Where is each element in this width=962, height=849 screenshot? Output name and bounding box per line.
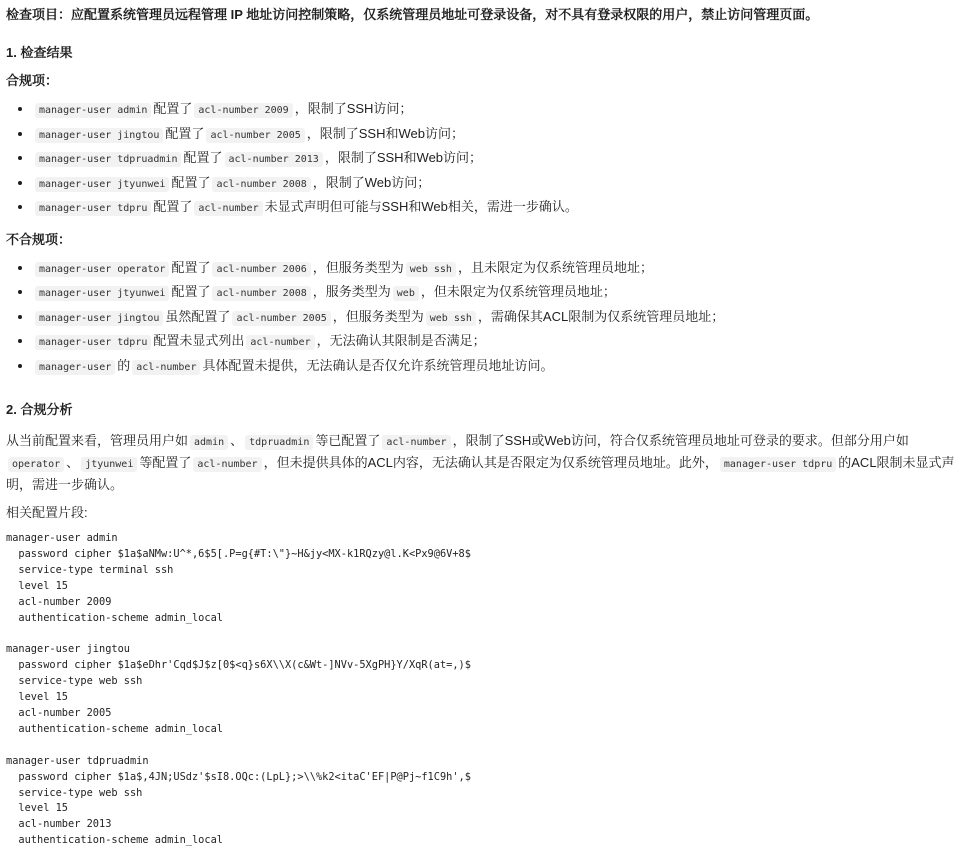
inline-code: manager-user tdpru [35,201,151,216]
section-check-results: 1. 检查结果 [6,45,73,60]
text-segment: 从当前配置来看，管理员用户如 [6,433,189,448]
compliant-list-item [33,123,956,148]
inline-code: manager-user admin [35,103,151,118]
text-segment: 配置了 [165,125,205,141]
text-segment: ，但服务类型为 [332,308,424,324]
inline-code: acl-number 2008 [212,177,310,192]
compliant-list-item [33,196,956,221]
inline-code: web [393,286,419,301]
inline-code: acl-number 2006 [212,262,310,277]
check-item-title: 检查项目：应配置系统管理员远程管理 IP 地址访问控制策略，仅系统管理员地址可登录设备，对不具有登录权限的用户，禁止访问管理页面。 [6,7,819,22]
compliant-list-item [33,172,956,197]
noncompliant-list-item [33,306,956,331]
text-segment: ，但服务类型为 [312,259,404,275]
inline-code: acl-number 2009 [194,103,292,118]
inline-code: admin [190,435,228,450]
inline-code: manager-user operator [35,262,169,277]
text-segment: ，限制了Web访问； [312,174,431,190]
noncompliant-list-item [33,330,956,355]
compliant-list-item [33,98,956,123]
text-segment: 配置了 [171,259,211,275]
inline-code: acl-number 2005 [206,128,304,143]
inline-code: web ssh [426,311,476,326]
compliant-list-item [33,147,956,172]
text-segment: 、 [66,455,80,470]
inline-code: acl-number 2013 [225,152,323,167]
text-segment: 未显式声明但可能与SSH和Web相关，需进一步确认。 [264,199,578,214]
inline-code: manager-user tdpru [35,335,151,350]
text-segment: 具体配置未提供，无法确认是否仅允许系统管理员地址访问。 [202,357,554,373]
snippet-label: 相关配置片段: [6,505,88,520]
noncompliant-list-item [33,281,956,306]
inline-code: acl-number [193,457,261,472]
inline-code: manager-user tdpru [720,457,836,472]
text-segment: 虽然配置了 [165,308,231,324]
text-segment: ，服务类型为 [312,284,391,299]
text-segment: ，限制了SSH和Web访问； [324,150,483,165]
inline-code: acl-number [382,435,450,450]
inline-code: manager-user jingtou [35,311,163,326]
text-segment: 配置未显式列出 [153,333,245,348]
text-segment: ，但未提供具体的ACL内容，无法确认其是否限定为仅系统管理员地址。此外， [263,455,718,470]
compliant-list [6,98,956,221]
inline-code: acl-number 2008 [212,286,310,301]
text-segment: 的 [117,357,131,373]
text-segment: ，需确保其ACL限制为仅系统管理员地址； [477,308,725,324]
text-segment: 配置了 [153,101,193,116]
text-segment: ，限制了SSH和Web访问； [306,125,464,141]
inline-code: manager-user jtyunwei [35,286,169,301]
text-segment: 配置了 [171,284,211,299]
inline-code: acl-number [132,360,200,375]
compliant-label: 合规项： [6,73,59,88]
inline-code: acl-number [246,335,314,350]
text-segment: ，限制了SSH访问； [294,101,413,116]
config-code-block: manager-user admin password cipher $1a$aNMw:U^*,6$5[.P=g{#T:\"}~H&jy<MX-k1RQzy@l.K<Px9@6V+8$ service-type terminal ssh level 15 acl-number 2009 authentication-scheme admin_local manager-user jingtou password cipher $1a$eDhr'Cqd$J$z[0$<q}s6X\\X(c&Wt-]NVv-5XgPH}Y/XqR(at=,)$ service-type web ssh level 15 acl-number 2005 authentication-scheme admin_local manager-user tdpruadmin password cipher $1a$,4JN;USdz'$sI8.OQc:(LpL};>\\%k2<itaC'EF|P@Pj~f1C9h',$ service-type web ssh level 15 acl-number 2013 authentication-scheme admin_local [6,532,471,847]
inline-code: manager-user tdpruadmin [35,152,181,167]
noncompliant-list-item [33,257,956,282]
text-segment: 、 [230,433,244,448]
text-segment: ，限制了SSH或Web访问，符合仅系统管理员地址可登录的要求。但部分用户如 [452,433,909,448]
inline-code: jtyunwei [81,457,137,472]
noncompliant-list-item [33,355,956,380]
noncompliant-label: 不合规项： [6,231,72,247]
text-segment: 配置了 [171,174,211,190]
section-analysis: 2. 合规分析 [6,402,73,417]
inline-code: manager-user [35,360,115,375]
inline-code: tdpruadmin [245,435,313,450]
text-segment: ，且未限定为仅系统管理员地址； [457,259,653,275]
text-segment: ，无法确认其限制是否满足； [316,333,486,348]
inline-code: operator [8,457,64,472]
noncompliant-list [6,257,956,380]
inline-code: acl-number 2005 [232,311,330,326]
analysis-paragraph [6,431,956,495]
inline-code: acl-number [194,201,262,216]
text-segment: 的ACL限制未显式声明，需进一步确认。 [6,455,955,492]
inline-code: manager-user jtyunwei [35,177,169,192]
text-segment: 配置了 [153,199,193,214]
text-segment: 配置了 [183,150,223,165]
text-segment: 等配置了 [139,455,192,470]
text-segment: 等已配置了 [315,433,381,448]
inline-code: manager-user jingtou [35,128,163,143]
text-segment: ，但未限定为仅系统管理员地址； [420,284,616,299]
inline-code: web ssh [406,262,456,277]
